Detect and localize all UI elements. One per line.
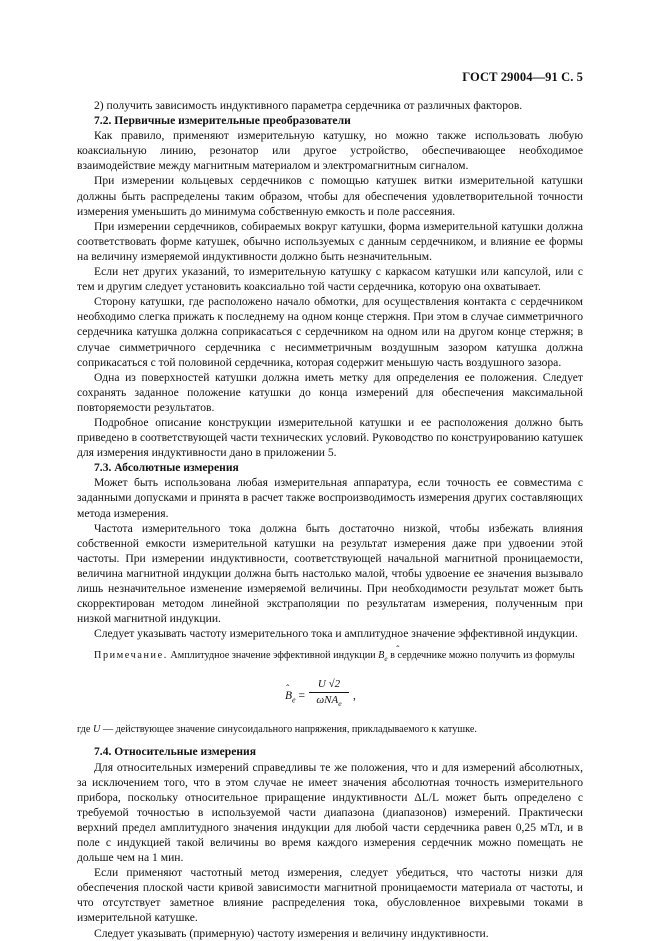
note-text-a: Амплитудное значение эффективной индукции [167,650,379,662]
page-header: ГОСТ 29004—91 С. 5 [462,70,583,84]
note [77,647,583,668]
paragraph: Одна из поверхностей катушки должна иметь метку для определения ее положения. Следует сохранять заданное положение катушки до конца измерений для обеспечения максимальной повторяемости результатов. [77,370,583,414]
formula-lhs-subscript: e [292,695,296,705]
where-prefix: где [77,724,93,736]
note-subscript: e [384,655,388,664]
formula-numerator: U √2 [309,678,349,693]
paragraph: При измерении кольцевых сердечников с помощью катушек витки измерительной катушки должны быть распределены таким образом, чтобы для обеспечения удовлетворительной точности измерения уменьшить до минимума собственную емкость и поле рассеяния. [77,174,583,218]
paragraph: Если нет других указаний, то измерительную катушку с каркасом катушки или капсулой, или с тем и другим следует установить коаксиально той части сердечника, которую она охватывает. [77,265,583,294]
formula-lhs-symbol: ˆ B [285,690,292,702]
paragraph: Сторону катушки, где расположено начало обмотки, для осуществления контакта с сердечником необходимо слегка прижать к последнему на одном конце стержня. При этом в случае симметричного сердечника катушка должна соприкасаться с сердечником на одном или на другом конце стержня; в случае симметричного сердечника с несимметричным воздушным зазором катушка должна соприкасаться с той половиной сердечника, которая содержит меньшую часть воздушного зазора. [77,295,583,369]
paragraph: Если применяют частотный метод измерения, следует убедиться, что частоты низки для обеспечения плоской части кривой зависимости магнитной проницаемости материала от частоты, и что отсутствует заметное влияние распределения тока, обусловленное вихревыми токами в измерительной катушке. [77,866,583,925]
formula-fraction [309,678,349,711]
paragraph: При измерении сердечников, собираемых вокруг катушки, форма измерительной катушки должна соответствовать форме катушек, обычно используемых с данным сердечником, и влияние ее формы на величину измеряемой индуктивности должно быть незначительным. [77,219,583,263]
paragraph: Для относительных измерений справедливы те же положения, что и для измерений абсолютных, за исключением того, что в этом случае не имеет значения абсолютная точность измерительного прибора, поскольку относительное приращение индуктивности ΔL/L может быть определено с требуемой точностью в используемой части диапазона (диапазонов) измерений. Практически верхний предел амплитудного значения индукции для любой части сердечника равен 0,25 мТл, и в поле с индукцией такой величины во время каждого измерения сердечник можно помещать не дольше чем на 1 мин. [77,760,583,865]
section-heading-7-2: 7.2. Первичные измерительные преобразователи [94,114,351,128]
formula-denominator-text: ωNA [316,694,339,707]
section-heading-7-3: 7.3. Абсолютные измерения [94,461,239,475]
note-text-b: в сердечнике можно получить из формулы [387,650,575,662]
formula-equals: = [295,690,305,703]
formula-explanation [77,722,583,737]
section-heading-7-4: 7.4. Относительные измерения [94,745,257,759]
paragraph: Как правило, применяют измерительную катушку, но можно также использовать любую коаксиальную линию, резонатор или другое устройство, обеспечивающее необходимое взаимодействие между магнитным материалом и электромагнитным сигналом. [77,129,583,173]
formula-denominator-subscript: e [338,699,342,709]
page-content [77,98,583,941]
paragraph: Частота измерительного тока должна быть достаточно низкой, чтобы избежать влияния собственной емкости измерительной катушки на результат измерения даже при удвоении этой частоты. При измерении индуктивности, соответствующей начальной магнитной проницаемости, величина магнитной индукции должна быть настолько малой, чтобы удвоение ее значения вызывало лишь незначительное изменение измеряемой величины. При необходимости результат может быть скорректирован методом линейной экстраполяции по результатам измерения, полученным при низкой магнитной индукции. [77,521,583,626]
formula [77,670,583,720]
formula-lhs [285,689,305,707]
where-text: — действующее значение синусоидального напряжения, прикладываемого к катушке. [100,724,477,736]
paragraph: Следует указывать (примерную) частоту измерения и величину индуктивности. [94,926,489,940]
paragraph: Может быть использована любая измерительная аппаратура, если точность ее совместима с заданными допусками и принята в расчет также воспроизводимость измерения других составляющих метода измерения. [77,476,583,520]
note-symbol: ˆ B [378,650,384,661]
where-symbol: U [92,724,101,736]
note-label: Примечание. [94,650,168,662]
formula-comma: , [353,690,356,703]
paragraph: Подробное описание конструкции измерительной катушки и ее расположения должно быть приведено в соответствующей части технических условий. Руководство по конструированию катушек для измерения индуктивности дано в приложении 5. [77,415,583,460]
formula-denominator [309,693,349,711]
paragraph: Следует указывать частоту измерительного тока и амплитудное значение эффективной индукции. [94,627,578,641]
list-item-2: 2) получить зависимость индуктивного параметра сердечника от различных факторов. [94,99,523,112]
